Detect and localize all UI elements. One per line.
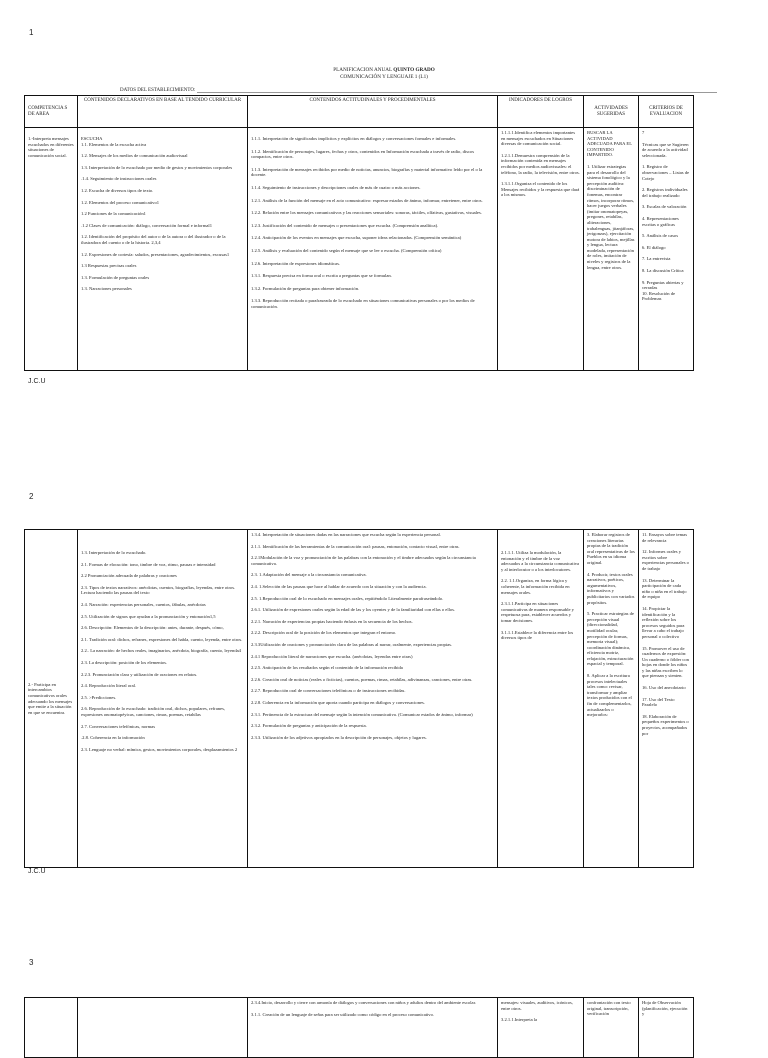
declarativos-cell [78, 998, 248, 1058]
cell-paragraph: 1.2. Mensajes de los medios de comunicación audiovisual [81, 153, 188, 159]
cell-paragraph: 1.2.5. Análisis y evaluación del contenido según el mensaje que se lee o escucha. (Comprensión crítica) [251, 247, 442, 253]
cell-paragraph: 2.2.1. Narración de experiencias propias haciendo énfasis en la secuencia de los hechos. [251, 618, 413, 624]
cell-paragraph: 3.1.1. Creación de un lenguaje de señas para ser utilizado como código en el proceso comunicativo. [251, 1011, 435, 1017]
actividades-cell [584, 998, 639, 1058]
cell-paragraph: 2.2.6. Creación oral de noticias (reales o ficticias), cuentos, poemas, rimas, retahílas, adivinanzas, canciones, entre otras. [251, 676, 473, 682]
cell-paragraph: 1.2.1.1.Demuestra comprensión de la información contenida en mensajes recibidos por medios audiovisuales: el teléfono, la radio, la televisión, entre otros. [501, 152, 580, 175]
cell-paragraph: 3.2.1.1.Interpreta la [501, 1017, 538, 1023]
cell-paragraph: 1.3. Interpretación de lo escuchado. [81, 550, 147, 555]
cell-paragraph: 2.7. Conversaciones telefónicas, normas [81, 723, 155, 729]
cell-paragraph: 1.2.1. Análisis de la función del mensaje en el acto comunicativo: expresar estados de ánimo, informar, entretener, entre otros. [251, 197, 483, 203]
table-row [25, 998, 694, 1058]
cell-paragraph: 4. Producir, textos orales narrativos, poéticos, argumentativos, informativos y publicitarios con variados propósitos. [587, 571, 635, 605]
cell-paragraph: 1.1.1. Interpretación de significados implícitos y explícitos en diálogos y conversaciones formales e informales. [251, 136, 457, 141]
cell-paragraph: 3. Elaborar registros de creaciones literarias propias de la tradición oral representativas de los Pueblos en su idioma original. [587, 532, 635, 565]
planning-table-page-3 [24, 997, 694, 1058]
cell-paragraph: 1.2. Escucha de diversos tipos de texto. [81, 187, 154, 193]
actitudinales-cell [248, 998, 498, 1058]
cell-paragraph: 1.3. Interpretación de lo escuchado por medio de gestos y movimientos corporales [81, 164, 233, 170]
criterios-cell [639, 530, 694, 868]
header-criterios: CRITERIOS DE EVALUACION [639, 96, 694, 128]
datos-line [197, 87, 717, 93]
competencia-cell: 2.- Participa en intercambios comunicativos orales adecuando los mensajes que emite a la situación en que se encuentra. [25, 530, 78, 868]
declarativos-cell [78, 128, 248, 371]
cell-paragraph: 8. La discusión Crítica [642, 267, 684, 273]
cell-paragraph: 1.2. Elementos del proceso comunicativo1 [81, 199, 160, 205]
cell-paragraph: 3.1.1.1.Establece la diferencia entre los diversos tipos de [501, 629, 574, 641]
document-title [0, 67, 768, 81]
cell-paragraph: 2.2.3. Pronunciación clara y utilización de oraciones en relatos. [81, 671, 198, 677]
cell-paragraph: 14. Propiciar la identificación y la reflexión sobre los procesos seguidos para llevar a cabo el trabajo personal o colectivo [642, 605, 685, 639]
cell-paragraph: 2.3.3Utilización de oraciones y pronunciación clara de las palabras al narrar, oralmente, experiencias propias. [251, 641, 453, 647]
competencia-cell [25, 998, 78, 1058]
cell-paragraph: 1.2.3. Justificación del contenido de mensajes o presentaciones que escucha. (Comprensión analítica). [251, 222, 439, 228]
cell-paragraph: 1.3.4. Interpretación de situaciones dadas en las narraciones que escucha según la experiencia personal. [251, 532, 441, 537]
title-prefix: PLANIFICACION ANUAL [333, 67, 392, 73]
cell-paragraph: 5. Practicar estrategias de percepción visual (direccionalidad, motilidad ocular, percepción de formas, memoria visual); coordinación dinámica, eficiencia motriz, relajación, estructuración espacial y temporal. [587, 611, 634, 667]
cell-paragraph: 2.4. 1.Selección de las pausas que hace al hablar de acuerdo con la situación y con la audiencia. [251, 583, 427, 589]
table-header-row [25, 96, 694, 128]
cell-paragraph: 2.2.8. Coherencia en la información que aporta cuando participa en diálogos y conversaciones. [251, 699, 425, 705]
cell-paragraph: .2.8. Coherencia en la información [81, 735, 145, 741]
header-declarativos: CONTENIDOS DECLARATIVOS EN BASE AL TENDIDO CURRICULAR [78, 96, 248, 128]
cell-paragraph: 1.1.2. Identificación de personajes, lugares, fechas y otros, contenidos en Información escuchada a través de radio, discos compactos, entre otros. [251, 148, 475, 160]
competencia-cell: 1.-Interpreta mensajes escuchados en diferentes situaciones de comunicación social. [25, 128, 78, 371]
cell-paragraph: confrontación con texto original, transcripción, verificación [587, 1000, 631, 1017]
actividades-cell [584, 530, 639, 868]
cell-paragraph: 2.3.3. Utilización de los adjetivos apropiados en la descripción de personajes, objetos y lugares. [251, 734, 427, 740]
planning-table-page-2 [24, 529, 694, 868]
cell-paragraph: 2.5. 1.Reproducción oral de lo escuchado en mensajes orales, repitiéndolo Literalmente parafraseándolo. [251, 595, 444, 601]
cell-paragraph: 2.3. 1.Adaptación del mensaje a la circunstancia comunicativa. [251, 572, 367, 578]
cell-paragraph: 2.3. La descripción: posición de los elementos. [81, 659, 168, 665]
cell-paragraph: 1. Utilizar estrategias para el desarrollo del sistema fonológico y la percepción auditiva: discriminación de fonemas, encontrar ritmos, incorporar ritmos, hacer juegos verbales (imitar onomatopeyas, pregones, retahílas, aliteraciones, trabalenguas, jitanjáforas, jerigonzas), ejercitación motora de labios, mejillas y lengua, lectura modelada, representación de roles, imitación de niveles y registros de la lengua, entre otros. [587, 163, 635, 270]
planning-table-page-1 [24, 95, 694, 371]
cell-paragraph: 2.6. Reproducción de lo escuchado: tradición oral, dichos, populares, refranes, expresiones onomatopéyicas, canciones, rimas, poemas, retahílas [81, 706, 226, 717]
cell-paragraph: 2.3.1. Pertinencia de la estructura del mensaje según la intención comunicativa. (Comunicar estados de ánimo, informar) [251, 711, 473, 717]
cell-paragraph: 1.2 Funciones de la comunicación1 [81, 211, 146, 217]
cell-paragraph: 7 [642, 130, 645, 135]
cell-paragraph: 2.4.1 Reproducción literal de narraciones que escucha. (anécdotas, leyendas entre otras) [251, 653, 413, 659]
document-subtitle: COMUNICACIÓN Y LENGUAJE 1 (L1) [340, 74, 428, 80]
header-indicadores: INDICADORES DE LOGROS [498, 96, 584, 128]
cell-paragraph: 12. Informes orales y escritos sobre experiencias personales o de trabajo [642, 549, 689, 571]
cell-paragraph: 1.2.4. Anticipación de los eventos en mensajes que escucha, suponer ideas relacionadas. (Comprensión semántica) [251, 235, 462, 241]
cell-paragraph: 2.2.1Modulación de la voz y pronunciación de las palabras con la entonación y el timbre adecuados según la circunstancia comunicativa. [251, 555, 476, 566]
header-actividades: ACTIVIDADES SUGERIDAS [584, 96, 639, 128]
establishment-data [120, 87, 717, 93]
cell-paragraph: 1.1.4. Seguimiento de instrucciones y descripciones orales de más de cuatro o más acciones. [251, 184, 421, 190]
cell-paragraph: 2.2.7. Reproducción oral de conversaciones telefónicas o de instrucciones recibidas. [251, 688, 406, 694]
cell-paragraph: 1.3.3. Reproducción recitada o parafraseada de lo escuchado en situaciones comunicativas personales o por los medios de comunicación. [251, 298, 475, 309]
cell-paragraph: 1.3.2. Formulación de preguntas para obtener información. [251, 285, 360, 291]
header-actitudinales: CONTENIDOS ACTITUDINALES Y PROCEDIMENTALES [248, 96, 498, 128]
title-grade: QUINTO GRADO [393, 67, 435, 73]
cell-paragraph: 1.3 Respuestas precisas orales [81, 263, 137, 269]
page-number: 2 [29, 492, 34, 501]
cell-paragraph: 1.3.1.1.Organiza el contenido de los Mensajes recibidos y la respuesta que dará a los mismos. [501, 181, 580, 198]
datos-label: DATOS DEL ESTABLECIMIENTO: [120, 88, 196, 93]
cell-paragraph: .1.4. Seguimiento de instrucciones orales [81, 176, 157, 182]
cell-paragraph: 2.3.1.1.Participa en situaciones comunicativas de manera responsable y respetuosa para, establecer acuerdos y tomar decisiones. [501, 601, 574, 623]
cell-paragraph: 17. Uso del Texto Paralelo [642, 696, 675, 708]
cell-paragraph: 2.2 Pronunciación adecuada de palabras y oraciones [81, 573, 177, 579]
cell-paragraph: 2.2.5. Anticipación de los resultados según el contenido de la información recibida [251, 665, 403, 671]
cell-paragraph: 1. Registro de observaciones – Listas de Cotejo [642, 164, 690, 181]
cell-paragraph: 3. Escalas de valoración [642, 204, 687, 210]
cell-paragraph: 1.3.1. Respuesta precisa en forma oral o escrita a preguntas que se formulan. [251, 273, 392, 279]
cell-paragraph: 2.2. 1.1.Organiza, en forma lógica y coherente, la información recibida en mensajes orales. [501, 578, 570, 595]
cell-paragraph: Técnicas que se Sugieren de acuerdo a la actividad seleccionada. [642, 141, 689, 158]
cell-paragraph: 1.3. Narraciones personales [81, 286, 132, 292]
cell-paragraph: 8. Aplicar a la escritura procesos intelectuales tales como: revisar, transformar y ampliar textos producidos con el fin de complementarlos, actualizarlos o mejorarlos: [587, 673, 632, 718]
table-row [25, 128, 694, 371]
cell-paragraph: 13. Determinar la participación de cada niño o niña en el trabajo de equipo [642, 577, 687, 600]
cell-paragraph: 6. El diálogo [642, 244, 666, 250]
cell-paragraph: 1.1.3. Interpretación de mensajes recibidos por medio de noticias, anuncios, biografías y material informativo leído por el o la docente. [251, 166, 483, 178]
cell-paragraph: 1.2. Identificación del propósito del autor o de la autora o del ilustrador o de la ilustradora del cuento o de la historia. 2,3,4 [81, 234, 226, 245]
header-competencias: COMPETENCIA S DE AREA [25, 96, 78, 128]
cell-paragraph: 2.5. Utilización de signos que ayudan a la pronunciación y entonación1,5 [81, 613, 216, 619]
cell-paragraph: 1.2.6. Interpretación de expresiones idiomáticas. [251, 260, 341, 266]
cell-paragraph: 2.6. Descripción: Elementos de la descripción: antes, durante, después, cómo, [81, 625, 224, 631]
cell-paragraph: 1.1.1.1.Identifica elementos importantes en mensajes escuchados en Situaciones diversas de comunicación social. [501, 130, 575, 147]
cell-paragraph: 2.3.4.Inicio, desarrollo y cierre con armonía de diálogos y conversaciones con niños y adultos dentro del ambiente escolar. [251, 1000, 477, 1005]
cell-paragraph: 5. Análisis de casos [642, 233, 678, 239]
cell-paragraph: 2.1. Tradición oral: dichos, refranes, expresiones del habla, cuento, leyenda, entre otros. [81, 636, 243, 642]
cell-paragraph: 16. Uso del anecdotario [642, 685, 686, 691]
page-number: 3 [29, 958, 34, 967]
indicadores-cell [498, 128, 584, 371]
page-number: 1 [29, 28, 34, 37]
table-row [25, 530, 694, 868]
criterios-cell [639, 998, 694, 1058]
cell-paragraph: 7. La entrevista [642, 256, 671, 262]
cell-paragraph: 2.6.1. Utilización de expresiones orales según la edad de las y los oyentes y de la familiaridad con ellas o ellos. [251, 607, 456, 613]
cell-paragraph: 18. Elaboración de pequeños experimentos o proyectos, acompañados por [642, 713, 689, 736]
cell-paragraph: 2.3. Tipos de textos narrativos: anécdotas, cuentos, biografías, leyendas, entre otros. Lectura haciendo las pausas del texto [81, 584, 236, 596]
indicadores-cell [498, 998, 584, 1058]
actitudinales-cell [248, 128, 498, 371]
cell-paragraph: 2.4. Narración: experiencias personales, cuentos, fábulas, anécdotas [81, 601, 206, 607]
cell-paragraph: 15. Promover el uso de cuadernos de expresión: Un cuaderno o fólder con hojas en donde los niños y las niñas escriben lo que piensan y sienten. [642, 645, 689, 679]
criterios-cell [639, 128, 694, 371]
footer-initials: J.C.U [28, 378, 46, 385]
cell-paragraph: 2.1.1. Identificación de las herramientas de la comunicación oral: pausas, entonación, contacto visual, entre otras. [251, 543, 460, 549]
cell-paragraph: 1.2.2. Relación entre los mensajes comunicativos y las reacciones sensoriales: sonoras, táctiles, olfativas, gustativas, visuales. [251, 210, 482, 216]
cell-paragraph: 2.1.1.1. Utiliza la modulación, la entonación y el timbre de la voz adecuados a la circunstancia comunicativa y al interlocutor o a los interlocutores. [501, 550, 580, 572]
cell-paragraph: 9. Preguntas abiertas y cerradas 10. Resolución de Problemas [642, 279, 684, 302]
cell-paragraph: BUSCAR LA ACTIVIDAD ADECUADA PARA EL CONTENIDO IMPARTIDO. [587, 130, 632, 158]
actitudinales-cell [248, 530, 498, 868]
cell-paragraph: 2.5. >Predicciones. [81, 694, 117, 700]
cell-paragraph: mensajes: visuales, auditivos, icónicos, entre otros. [501, 1000, 573, 1011]
cell-paragraph: 4. Representaciones escritas o gráficas [642, 215, 679, 227]
cell-paragraph: 11. Ensayos sobre temas de relevancia [642, 532, 687, 543]
cell-paragraph: 2.4. Reproducción literal oral. [81, 683, 137, 689]
cell-paragraph: ESCUCHA 1.1. Elementos de la escucha activa [81, 136, 147, 147]
cell-paragraph: 1.2. Expresiones de cortesía: saludos, presentaciones, agradecimientos, excusas1 [81, 251, 230, 257]
cell-paragraph: 2.3. Lenguaje no verbal: mímica, gestos, movimientos corporales, desplazamientos 2 [81, 746, 238, 752]
footer-initials: J.C.U [28, 868, 46, 875]
cell-paragraph: Hoja de Observación (planificación, ejecución y [642, 1000, 688, 1017]
actividades-cell [584, 128, 639, 371]
cell-paragraph: 2. Registros individuales del trabajo realizado [642, 187, 688, 198]
indicadores-cell [498, 530, 584, 868]
cell-paragraph: 2.1. Formas de elocución: tono, timbre de voz, ritmo, pausas e intensidad [81, 561, 216, 567]
cell-paragraph: 1.3. Formulación de preguntas orales [81, 274, 150, 280]
cell-paragraph: 2.2.2. Descripción oral de la posición de los elementos que integran el entorno. [251, 630, 397, 636]
declarativos-cell [78, 530, 248, 868]
cell-paragraph: 2.2.. La narración: de hechos reales, imaginarios, anécdota, biografía, cuento, leyenda4 [81, 648, 241, 654]
cell-paragraph: .1.2 Clases de comunicación: diálogo, conversación formal e informal1 [81, 222, 213, 228]
cell-paragraph: 2.3.2. Formulación de preguntas y anticipación de la respuesta. [251, 723, 367, 729]
